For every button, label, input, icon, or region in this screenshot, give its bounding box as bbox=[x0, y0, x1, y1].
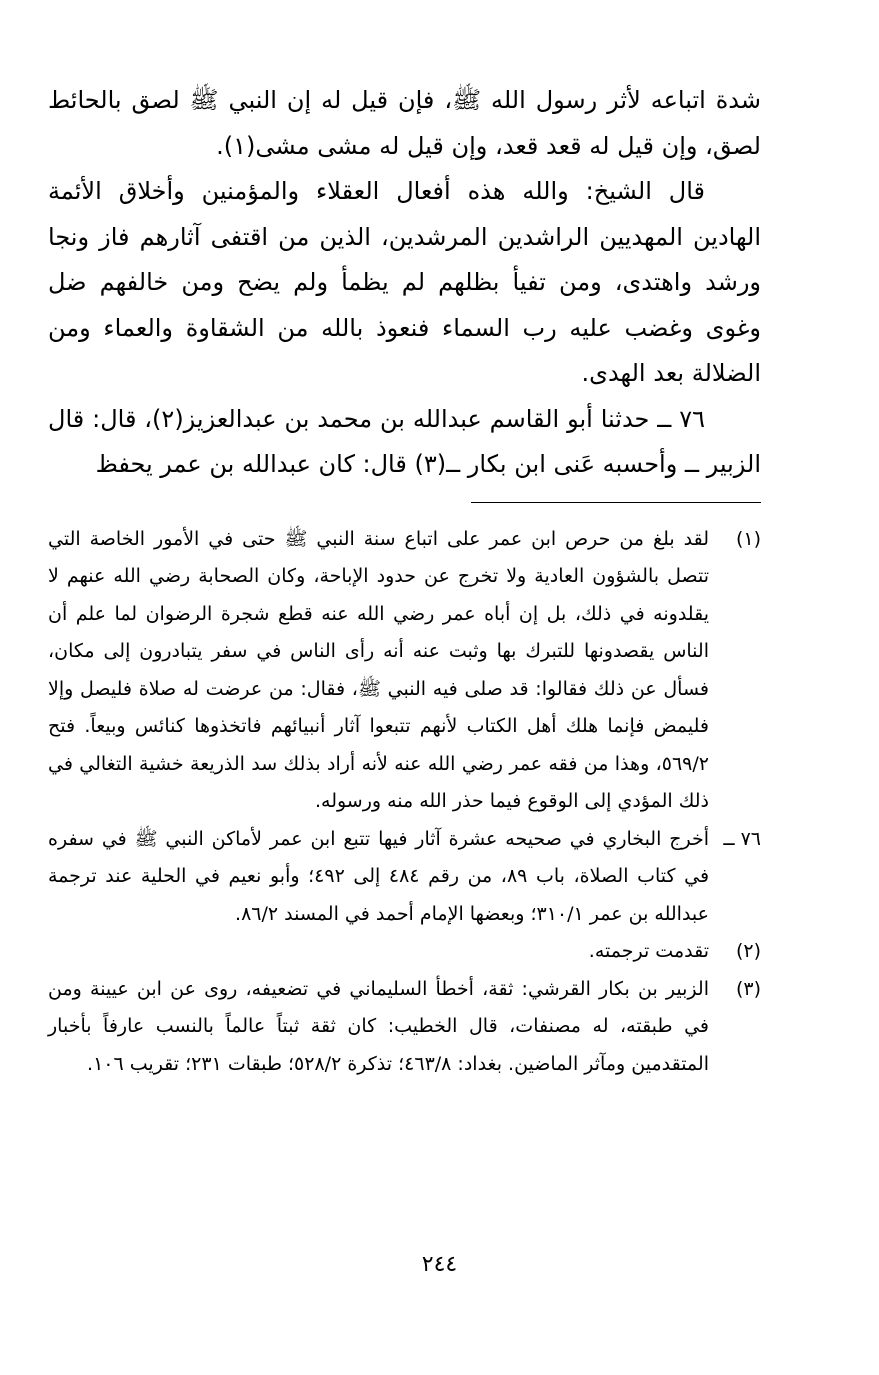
footnote-label: (٢) bbox=[735, 940, 761, 962]
footnote bbox=[48, 821, 761, 934]
footnote-label: ٧٦ ــ bbox=[723, 827, 761, 850]
main-paragraph: شدة اتباعه لأثر رسول الله ﷺ، فإن قيل له إن النبي ﷺ لصق بالحائط لصق، وإن قيل له قعد قعد، وإن قيل له مشى مشى(١). bbox=[48, 86, 761, 160]
footnote-separator bbox=[471, 502, 761, 503]
footnote-label: (٣) bbox=[735, 977, 761, 1000]
main-paragraph: قال الشيخ: والله هذه أفعال العقلاء والمؤمنين وأخلاق الأئمة الهادين المهديين الراشدين المرشدين، الذين من اقتفى آثارهم فاز ونجا ورشد واهتدى، ومن تفيأ بظلهم لم يظمأ ولم يضح ومن خالفهم ضل وغوى وغضب عليه رب السماء فنعوذ بالله من الشقاوة والعماء ومن الضلالة بعد الهدى. bbox=[48, 177, 761, 387]
footnote-text: لقد بلغ من حرص ابن عمر على اتباع سنة النبي ﷺ حتى في الأمور الخاصة التي تتصل بالشؤون العادية ولا تخرج عن حدود الإباحة، وكان الصحابة رضي الله عنهم لا يقلدونه في ذلك، بل إن أباه عمر رضي الله عنه قطع شجرة الرضوان لما علم أن الناس يقصدونها للتبرك بها وثبت عنه أنه رأى الناس في سفر يتبادرون إلى مكان، فسأل عن ذلك فقالوا: قد صلى فيه النبي ﷺ، فقال: من عرضت له صلاة فليصل وإلا فليمض فإنما هلك أهل الكتاب لأنهم تتبعوا آثار أنبيائهم فاتخذوها كنائس وبيعاً. فتح ٥٦٩/٢، وهذا من فقه عمر رضي الله عنه لأنه أراد بذلك سد الذريعة خشية التغالي في ذلك المؤدي إلى الوقوع فيما حذر الله منه ورسوله. bbox=[48, 527, 709, 812]
footnote bbox=[48, 521, 761, 821]
hadith-paragraph: ٧٦ ــ حدثنا أبو القاسم عبدالله بن محمد بن عبدالعزيز(٢)، قال: قال الزبير ــ وأحسبه عَنى ابن بكار ــ(٣) قال: كان عبدالله بن عمر يحفظ bbox=[48, 404, 761, 478]
main-text bbox=[48, 78, 761, 488]
footnote-label: (١) bbox=[735, 527, 761, 550]
book-page bbox=[48, 78, 761, 1083]
footnotes bbox=[48, 521, 761, 1084]
footnote-text: أخرج البخاري في صحيحه عشرة آثار فيها تتبع ابن عمر لأماكن النبي ﷺ في سفره في كتاب الصلاة، باب ٨٩، من رقم ٤٨٤ إلى ٤٩٢؛ وأبو نعيم في الحلية عند ترجمة عبدالله بن عمر ٣١٠/١؛ وبعضها الإمام أحمد في المسند ٨٦/٢. bbox=[48, 827, 710, 925]
footnote-text: الزبير بن بكار القرشي: ثقة، أخطأ السليماني في تضعيفه، روى عن ابن عيينة ومن في طبقته، له مصنفات، قال الخطيب: كان ثقة ثبتاً عالماً بالنسب عارفاً بأخبار المتقدمين ومآثر الماضين. بغداد: ٤٦٣/٨؛ تذكرة ٥٢٨/٢؛ طبقات ٢٣١؛ تقريب ١٠٦. bbox=[48, 977, 709, 1075]
footnote-text: تقدمت ترجمته. bbox=[588, 940, 709, 962]
page-number: ٢٤٤ bbox=[421, 1252, 458, 1277]
footnote bbox=[48, 933, 761, 971]
footnote bbox=[48, 971, 761, 1084]
